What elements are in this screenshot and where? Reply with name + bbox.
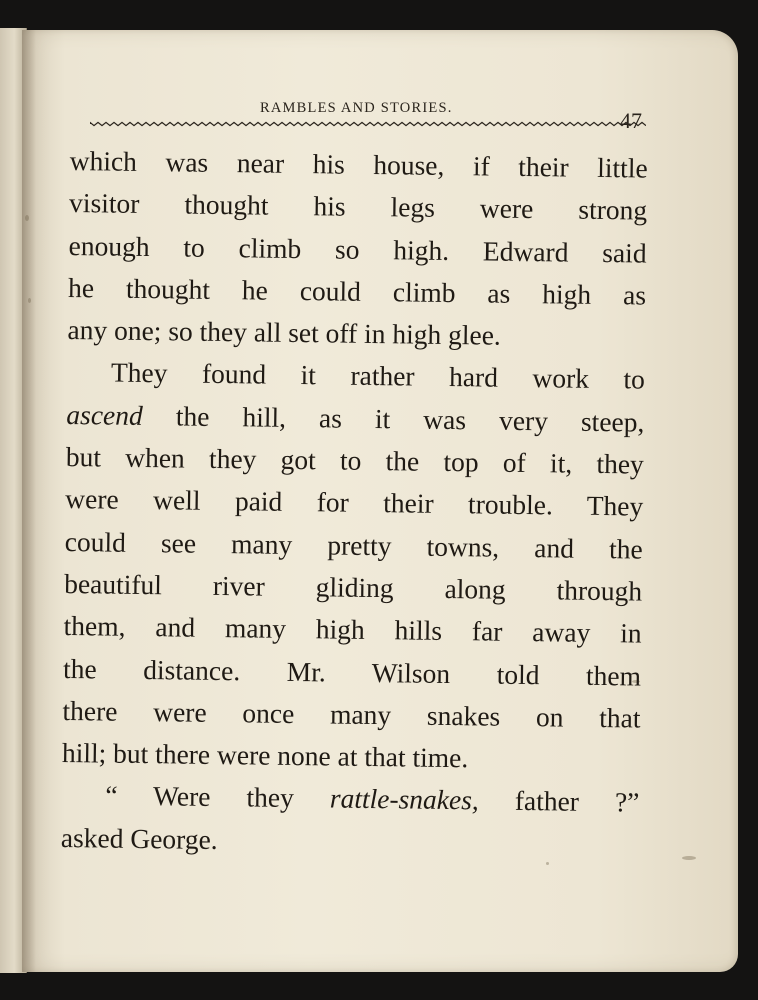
text-line	[66, 394, 645, 444]
text-line-content: them, and many high hills far away in	[63, 610, 642, 649]
body-text	[61, 140, 648, 867]
text-line-prefix: “ Were they	[105, 779, 331, 814]
text-line	[64, 563, 643, 613]
text-line	[67, 309, 646, 359]
text-line	[63, 648, 642, 698]
text-line-content: but when they got to the top of it, they	[65, 441, 645, 480]
text-line	[66, 436, 645, 486]
text-line	[69, 182, 648, 232]
text-line	[62, 690, 641, 740]
text-line	[63, 605, 642, 655]
text-line-content: he thought he could climb as high as	[67, 271, 647, 311]
text-line	[68, 267, 647, 317]
text-line	[62, 732, 641, 782]
page-number: 47	[620, 108, 642, 133]
text-line-content: which was near his house, if their little	[69, 144, 648, 184]
text-line-content: asked George.	[60, 821, 218, 855]
page-header	[90, 92, 646, 140]
text-line-content: visitor thought his legs were strong	[68, 187, 648, 226]
italic-word: rattle-snakes,	[329, 782, 480, 816]
text-line-content: the distance. Mr. Wilson told them	[62, 652, 642, 692]
text-line-content: hill; but there were none at that time.	[61, 737, 469, 774]
text-line	[69, 140, 648, 190]
italic-word: ascend	[66, 398, 143, 431]
text-line-content: there were once many snakes on that	[62, 694, 641, 734]
text-line-rest: the hill, as it was very steep,	[142, 399, 645, 438]
text-line-content: could see many pretty towns, and the	[64, 525, 643, 565]
text-line	[65, 478, 644, 528]
gutter-shadow	[22, 30, 36, 972]
text-line	[68, 225, 647, 275]
paper-speck	[682, 856, 696, 860]
text-line	[61, 817, 640, 867]
text-line-content: They found it rather hard work to	[110, 357, 646, 396]
text-line-content: beautiful river gliding along through	[63, 567, 643, 607]
running-title: RAMBLES AND STORIES.	[260, 100, 453, 116]
wavy-rule	[90, 120, 646, 128]
text-line-content: enough to climb so high. Edward said	[68, 229, 647, 269]
text-line-content: any one; so they all set off in high glee.	[67, 314, 501, 351]
text-line	[61, 774, 640, 824]
text-line-content: were well paid for their trouble. They	[65, 483, 644, 522]
text-line-rest: father ?”	[478, 784, 640, 818]
text-line	[64, 521, 643, 571]
text-line	[67, 351, 646, 401]
